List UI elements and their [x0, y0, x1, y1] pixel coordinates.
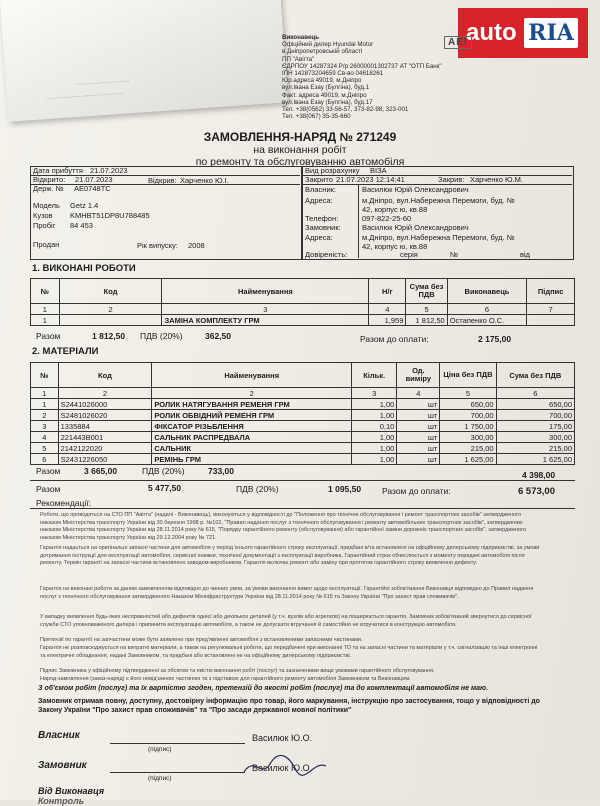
closed-value: 21.07.2023 12:14:41 — [336, 175, 405, 184]
table-row — [31, 421, 575, 432]
order-subtitle-2: по ремонту та обслуговуванню автомобіля — [195, 156, 405, 168]
signature-line — [110, 772, 245, 773]
col-header: Код — [59, 279, 162, 304]
col-index: 2 — [59, 304, 162, 315]
dealer-line: Тел. +38(0562) 33-56-57, 373-82-98, 323-001 — [282, 106, 409, 114]
model-value: Getz 1.4 — [70, 201, 99, 210]
cell-price: 1 625,00 — [440, 454, 496, 465]
table-row — [31, 410, 575, 421]
col-header: Ціна без ПДВ — [440, 363, 496, 388]
model-label: Модель — [33, 201, 60, 210]
col-header: Код — [58, 363, 152, 388]
dealer-line: вул.Івана Езау (Булгіна), буд.1 — [282, 84, 370, 92]
payment-type-value: ВІЗА — [370, 166, 387, 175]
dealer-line: Тел. +38(067) 35-35-660 — [282, 113, 351, 121]
cell-name: ФІКСАТОР РІЗЬБЛЕННЯ — [152, 421, 352, 432]
cell-unit: шт — [397, 421, 440, 432]
cell-n: 2 — [31, 410, 59, 421]
opened-label: Відкрито: — [33, 175, 66, 184]
cell-name: РОЛИК ОБВІДНИЙ РЕМЕНЯ ГРМ — [152, 410, 352, 421]
grand-vat-value: 1 095,50 — [328, 484, 362, 494]
cell-unit: шт — [397, 410, 440, 421]
plate-label: Держ. № — [33, 184, 64, 193]
materials-total-value: 3 665,00 — [84, 466, 118, 476]
cell-qty: 1,00 — [352, 454, 397, 465]
cell-code: 2142122020 — [58, 443, 152, 454]
col-index: 6 — [496, 388, 574, 399]
col-index: 4 — [397, 388, 440, 399]
cell-n: 5 — [31, 443, 59, 454]
arrival-value: 21.07.2023 — [90, 166, 128, 175]
owner-label: Власник: — [305, 185, 336, 194]
receipt-line-2: .............................................. — [46, 89, 124, 101]
table-row — [31, 443, 575, 454]
watermark-auto: auto — [466, 19, 517, 46]
cell-sum: 215,00 — [496, 443, 574, 454]
fineprint-paragraph: Роботи, що проводяться на СТО ПП "Авігта" (надалі - Виконавець), виконуються у відповідності до "Положення про технічне обслуговування і ремонт транспортних засобів" затвердженого наказом Міністерства транспорту України від 30 березня 1998 р. №102, "Правил надання послуг з технічного обслуговування і ремонту автомобільних транспортних засобів", затверджених наказом Міністерства транспорту України від 28.11.2014 року № 615, "Порядку гарантійного ремонту (обслуговування) або гарантійної заміни дорожніх транспортних засобів", затвердженого наказом Міністерства транспорту України від 29.12.2004 року № 721. — [40, 512, 527, 541]
cell-name: РОЛИК НАТЯГУВАННЯ РЕМЕНЯ ГРМ — [152, 399, 352, 410]
cell-price: 1 750,00 — [440, 421, 496, 432]
dealer-line: Юр.адреса 49019, м.Дніпро — [282, 77, 362, 85]
owner-value: Василюк Юрій Олександрович — [362, 185, 469, 194]
address-value: м.Дніпро, вул.Набережна Перемоги, буд. № — [362, 196, 515, 205]
year-value: 2008 — [188, 241, 205, 250]
plate-value: AE0748TC — [74, 184, 111, 193]
notice-line-1: Замовник отримав повну, доступну, достовірну інформацію про товар, його маркування, інструкцію про застосування, тощо у відповідності до — [38, 698, 540, 705]
col-header: Кільк. — [352, 363, 397, 388]
works-pay-value: 2 175,00 — [478, 334, 512, 344]
year-label: Рік випуску: — [137, 241, 178, 250]
cell-price: 650,00 — [440, 399, 496, 410]
fineprint-paragraph: Претензії по гарантії на запчастини може бути заявлено при пред'явленні автомобіля з встановленими запасними частинами. — [40, 637, 363, 643]
order-title: ЗАМОВЛЕННЯ-НАРЯД № 271249 — [203, 130, 397, 144]
autoria-watermark — [458, 8, 588, 58]
cell-name: САЛЬНИК — [152, 443, 352, 454]
cell-sum: 700,00 — [496, 410, 574, 421]
cell-n: 1 — [31, 399, 59, 410]
cell-price: 215,00 — [440, 443, 496, 454]
cell-n: 3 — [31, 421, 59, 432]
cell-executor: Остапенко О.С. — [447, 315, 527, 326]
col-header: Сума без ПДВ — [406, 279, 447, 304]
fineprint-paragraph: Гарантія не розповсюджується на витратні матеріали, а також на регулювальні роботи, що передбачені при виконанні ТО та на запасні частини та матеріали у т.ч. сигналізацію та інші електронні та електричні обладнання, надані Замовником, та придбані або встановлені не на офіційному дилерському підприємстві. — [40, 645, 538, 659]
signature-line — [110, 743, 245, 744]
materials-pay-value: 4 398,00 — [522, 470, 556, 480]
materials-table — [30, 362, 575, 465]
cell-n: 6 — [31, 454, 59, 465]
works-vat-value: 362,50 — [205, 331, 231, 341]
works-total-label: Разом — [36, 331, 61, 341]
cell-hours: 1,959 — [369, 315, 406, 326]
fineprint-paragraph: Підпис Замовника у офіційному підтвердженні за обсягом та якістю виконання робіт (послуг) та зазначеними вище умовами гарантійного обслуговування. — [40, 668, 435, 674]
phone-value: 097-822-25-60 — [362, 214, 412, 223]
sold-label: Продан — [33, 240, 60, 249]
works-pay-label: Разом до оплати: — [360, 334, 429, 344]
materials-vat-value: 733,00 — [208, 466, 234, 476]
fineprint-paragraph: Наряд-замовлення (заказ-наряд) є його невід'ємною частиною та з підставою для гарантійного ремонту автомобіля Замовником та Виконавцем. — [40, 676, 411, 682]
table-row — [31, 315, 575, 326]
cell-qty: 1,00 — [352, 399, 397, 410]
cell-n: 4 — [31, 432, 59, 443]
works-total-value: 1 812,50 — [92, 331, 126, 341]
cell-code: S2481026020 — [58, 410, 152, 421]
phone-label: Телефон: — [305, 214, 339, 223]
order-subtitle-1: на виконання робіт — [253, 144, 347, 156]
cell-qty: 1,00 — [352, 410, 397, 421]
dealer-line: в Дніпропетровській області — [282, 48, 363, 56]
cell-unit: шт — [397, 399, 440, 410]
receipt-line-1: ................................ — [75, 77, 130, 87]
dealer-line: ЄДРПОУ 14287324 Р/р 26000001302737 АТ "ОТП Банк" — [282, 62, 442, 70]
cell-qty: 0,10 — [352, 421, 397, 432]
payment-type-label: Вид розрахунку — [305, 166, 360, 175]
col-index: 5 — [406, 304, 447, 315]
dealer-line: ІПН 142873204659 Св-во 04618261 — [282, 70, 384, 78]
cell-price: 700,00 — [440, 410, 496, 421]
grand-pay-label: Разом до оплати: — [382, 486, 451, 496]
cell-code: 221443B001 — [58, 432, 152, 443]
customer-address-value: м.Дніпро, вул.Набережна Перемоги, буд. № — [362, 233, 515, 242]
works-section-title: 1. ВИКОНАНІ РОБОТИ — [32, 263, 136, 274]
acceptor-value: Харченко Ю.І. — [180, 176, 229, 185]
customer-sign-hint: (підпис) — [148, 775, 172, 782]
materials-total-label: Разом — [36, 466, 61, 476]
owner-sign-name: Василюк Ю.О. — [252, 733, 313, 743]
dealer-line: ПП "Авігта" — [282, 55, 315, 63]
divider — [30, 508, 575, 509]
address-value-2: 42, корпус ю, кв.88 — [362, 205, 428, 214]
table-row — [31, 432, 575, 443]
col-index: 4 — [369, 304, 406, 315]
grand-total-label: Разом — [36, 484, 61, 494]
col-index: 1 — [31, 304, 60, 315]
works-table — [30, 278, 575, 326]
col-index: 7 — [527, 304, 575, 315]
closed-by-label: Закрив: — [438, 175, 465, 184]
cell-name: САЛЬНИК РАСПРЕДВАЛА — [152, 432, 352, 443]
materials-vat-label: ПДВ (20%) — [142, 466, 185, 476]
cell-name: ЗАМІНА КОМПЛЕКТУ ГРМ — [162, 315, 369, 326]
cell-code — [59, 315, 162, 326]
control-sign-label: Контроль — [38, 796, 85, 806]
signature-stroke — [244, 755, 326, 775]
cell-qty: 1,00 — [352, 443, 397, 454]
notice-line-2: Закону України "Про захист прав споживачів" та "Про засади державної мовної політики" — [38, 707, 352, 714]
closed-label: Закрито — [305, 175, 333, 184]
owner-sign-label: Власник — [38, 730, 80, 741]
col-header: Н/г — [369, 279, 406, 304]
cell-code: S2431226050 — [58, 454, 152, 465]
col-index: 2 — [152, 388, 352, 399]
cell-unit: шт — [397, 432, 440, 443]
body-value: KMHBT51DP8U788485 — [70, 211, 150, 220]
col-header: № — [31, 363, 59, 388]
col-header: Найменування — [162, 279, 369, 304]
body-label: Кузов — [33, 211, 53, 220]
customer-sign-label: Замовник — [38, 760, 87, 771]
grand-pay-value: 6 573,00 — [518, 486, 555, 497]
dealer-line: Виконавець — [282, 34, 320, 41]
materials-section-title: 2. МАТЕРІАЛИ — [32, 346, 99, 357]
number-label: № — [450, 250, 459, 259]
watermark-ria: RIA — [524, 18, 578, 48]
mileage-value: 84 453 — [70, 221, 93, 230]
acceptor-label: Відкрив: — [148, 176, 177, 185]
cell-signature — [527, 315, 575, 326]
table-row — [31, 399, 575, 410]
fineprint-paragraph: У випадку виявлення будь-яких несправностей або дефектів однієї або декількох деталей (у т.ч. вузлів або агрегатів) на поширюється гарантія, Замовник зобов'язаний звернутися до сервісної служби СТО уповноваженого дилера і припинити експлуатацію автомобіля, а також не допускати втручання й самостійно не втручатися в конструкцію автомобіля. — [40, 614, 532, 628]
cell-qty: 1,00 — [352, 432, 397, 443]
works-vat-label: ПДВ (20%) — [140, 331, 183, 341]
col-index: 3 — [162, 304, 369, 315]
cell-n: 1 — [31, 315, 60, 326]
divider — [30, 480, 575, 481]
dealer-logo: AEI — [444, 36, 472, 49]
closed-by-value: Харченко Ю.М. — [470, 175, 524, 184]
col-header: Виконавець — [447, 279, 527, 304]
col-index: 1 — [31, 388, 59, 399]
arrival-label: Дата прибуття — [33, 166, 83, 175]
customer-label: Замовник: — [305, 223, 341, 232]
col-index: 6 — [447, 304, 527, 315]
col-header: Найменування — [152, 363, 352, 388]
customer-address-value-2: 42, корпус ю, кв.88 — [362, 242, 428, 251]
mileage-label: Пробіг — [33, 221, 56, 230]
customer-value: Василюк Юрій Олександрович — [362, 223, 469, 232]
col-header: Підпис — [527, 279, 575, 304]
trust-label: Довіреність: — [305, 250, 348, 259]
customer-address-label: Адреса: — [305, 233, 333, 242]
handwritten-signature — [240, 752, 330, 780]
grand-total-value: 5 477,50 — [148, 483, 182, 493]
col-header: № — [31, 279, 60, 304]
col-index: 3 — [352, 388, 397, 399]
cell-sum: 300,00 — [496, 432, 574, 443]
cell-price: 300,00 — [440, 432, 496, 443]
series-label: серія — [400, 250, 418, 259]
dealer-line: вул.Івана Езау (Булгіна), буд.17 — [282, 98, 373, 106]
cell-code: S2441026000 — [58, 399, 152, 410]
cell-code: 1335884 — [58, 421, 152, 432]
cell-sum: 650,00 — [496, 399, 574, 410]
col-index: 5 — [440, 388, 496, 399]
grand-vat-label: ПДВ (20%) — [236, 484, 279, 494]
agreement-text: З об'ємом робіт (послуг) та їх вартістю згоден, претензій до якості робіт (послуг) та до комплектації автомобіля не маю. — [38, 685, 489, 692]
opened-value: 21.07.2023 — [75, 175, 113, 184]
from-label: від — [520, 250, 531, 259]
dealer-line: Факт. адреса 49019, м.Дніпро — [282, 91, 367, 99]
divider — [358, 184, 359, 258]
cell-sum: 175,00 — [496, 421, 574, 432]
cell-unit: шт — [397, 454, 440, 465]
cell-name: РЕМІНЬ ГРМ — [152, 454, 352, 465]
col-header: Од. виміру — [397, 363, 440, 388]
fineprint-paragraph: Гарантія надається на оригінальні запасні частини для автомобіля у період їхнього гарантійного строку експлуатації, придбані в/та встановлені на офіційному дилерському підприємстві, за умови дотримання інструкції для експлуатації автомобіля, сервісної книжки, технічної документації з експлуатації виробника. Гарантійний строк обчислюється з моменту передачі автомобіля після ремонту. Термін гарантії на запасні частини встановлено заводом-виробником. Гарантія включає ремонт або заміну при протягом гарантійного строку виявлення дефекту. — [40, 545, 540, 566]
recommendations-label: Рекомендації: — [36, 498, 91, 508]
executor-sign-label: Від Виконавця — [38, 786, 105, 796]
cell-sum: 1 625,00 — [496, 454, 574, 465]
owner-sign-hint: (підпис) — [148, 746, 172, 753]
col-header: Сума без ПДВ — [496, 363, 574, 388]
dealer-block — [282, 34, 442, 120]
customer-sign-name: Василюк Ю.О. — [252, 763, 313, 773]
table-row — [31, 454, 575, 465]
col-index: 2 — [58, 388, 152, 399]
address-label: Адреса: — [305, 196, 333, 205]
dealer-line: Офіційний дилер Hyundai Motor — [282, 41, 374, 49]
folded-receipt — [0, 0, 288, 122]
fineprint-paragraph: Гарантія на виконані роботи за даним замовленням відповідно до чинних умов, за умови виконання вимог щодо експлуатації. Гарантійні зобов'язання Виконавця відповідно до Правил надання послуг з технічного обслуговування затвердженого Наказом Мінінфраструктури України від 28.11.2014 року № 615 та Закону України "Про захист прав споживачів". — [40, 586, 534, 600]
cell-sum: 1 812,50 — [406, 315, 447, 326]
cell-unit: шт — [397, 443, 440, 454]
